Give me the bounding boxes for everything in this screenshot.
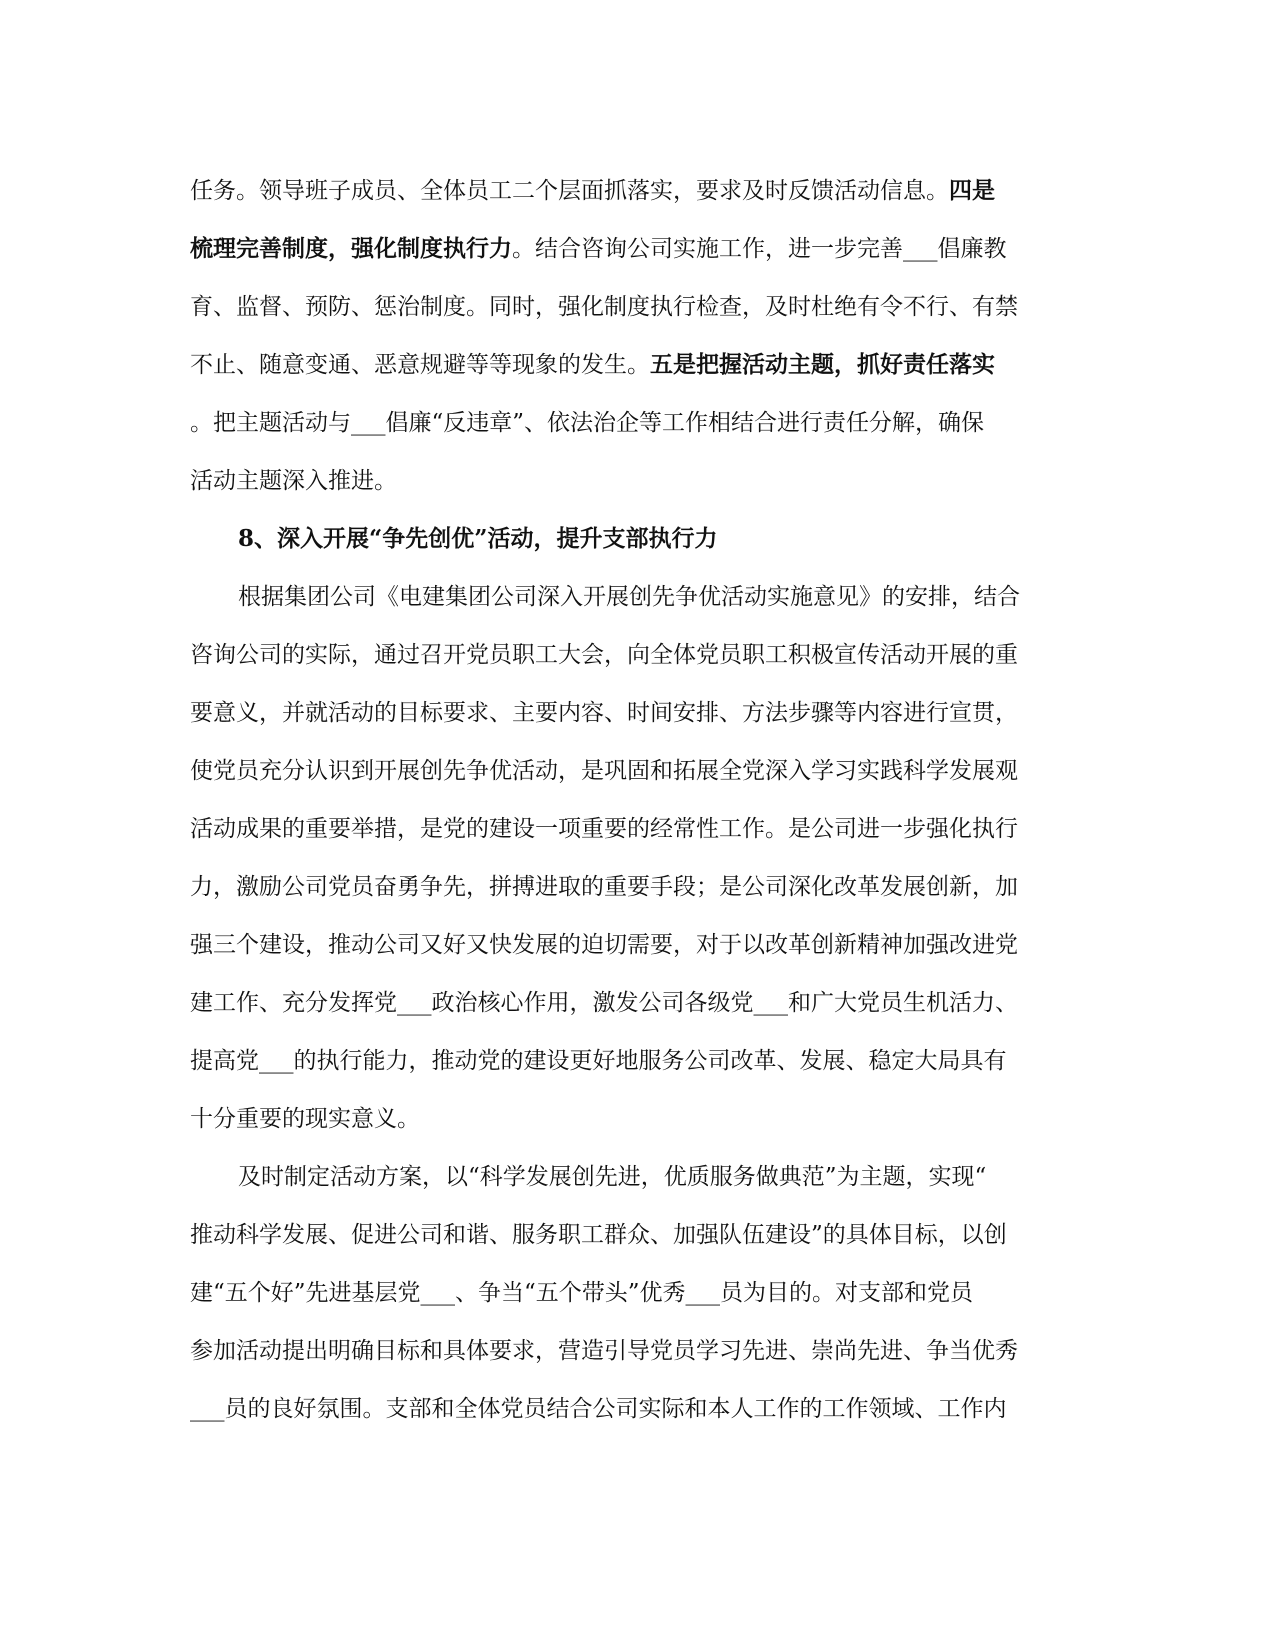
text-line: 推动科学发展、促进公司和谐、服务职工群众、加强队伍建设”的具体目标，以创 bbox=[190, 1222, 1007, 1248]
text-line: 。把主题活动与___倡廉“反违章”、依法治企等工作相结合进行责任分解，确保 bbox=[190, 410, 985, 436]
text-line: 活动主题深入推进。 bbox=[190, 468, 397, 494]
text-line: 建工作、充分发挥党___政治核心作用，激发公司各级党___和广大党员生机活力、 bbox=[190, 990, 1018, 1016]
paragraph-1 bbox=[190, 162, 1095, 510]
text-line: 活动成果的重要举措，是党的建设一项重要的经常性工作。是公司进一步强化执行 bbox=[190, 816, 1018, 842]
text-line: ___员的良好氛围。支部和全体党员结合公司实际和本人工作的工作领域、工作内 bbox=[190, 1396, 1007, 1422]
section-heading: 8、深入开展“争先创优”活动，提升支部执行力 bbox=[238, 525, 718, 552]
text-line: 强三个建设，推动公司又好又快发展的迫切需要，对于以改革创新精神加强改进党 bbox=[190, 932, 1018, 958]
text-line: 要意义，并就活动的目标要求、主要内容、时间安排、方法步骤等内容进行宣贯， bbox=[190, 700, 1018, 726]
text-line: 建“五个好”先进基层党___、争当“五个带头”优秀___员为目的。对支部和党员 bbox=[190, 1280, 974, 1306]
bold-text-run: 五是把握活动主题，抓好责任落实 bbox=[650, 351, 995, 378]
text-line: 力，激励公司党员奋勇争先，拼搏进取的重要手段；是公司深化改革发展创新，加 bbox=[190, 874, 1018, 900]
text-line: 及时制定活动方案，以“科学发展创先进，优质服务做典范”为主题，实现“ bbox=[238, 1164, 987, 1190]
bold-text-run: 四是 bbox=[949, 177, 995, 204]
text-line: 咨询公司的实际，通过召开党员职工大会，向全体党员职工积极宣传活动开展的重 bbox=[190, 642, 1018, 668]
text-line: 提高党___的执行能力，推动党的建设更好地服务公司改革、发展、稳定大局具有 bbox=[190, 1048, 1007, 1074]
text-run: 任务。领导班子成员、全体员工二个层面抓落实，要求及时反馈活动信息。 bbox=[190, 178, 949, 204]
text-run: 不止、随意变通、恶意规避等等现象的发生。 bbox=[190, 352, 650, 378]
paragraph-2 bbox=[190, 568, 1095, 1148]
text-line bbox=[190, 162, 1095, 220]
text-line: 参加活动提出明确目标和具体要求，营造引导党员学习先进、崇尚先进、争当优秀 bbox=[190, 1338, 1018, 1364]
paragraph-3 bbox=[190, 1148, 1095, 1438]
text-line: 十分重要的现实意义。 bbox=[190, 1106, 420, 1132]
text-line: 使党员充分认识到开展创先争优活动，是巩固和拓展全党深入学习实践科学发展观 bbox=[190, 758, 1018, 784]
bold-text-run: 梳理完善制度，强化制度执行力 bbox=[190, 235, 512, 262]
text-run: 。结合咨询公司实施工作，进一步完善___倡廉教 bbox=[512, 236, 1007, 262]
text-line bbox=[190, 220, 1095, 278]
text-line: 根据集团公司《电建集团公司深入开展创先争优活动实施意见》的安排，结合 bbox=[238, 584, 1020, 610]
text-line bbox=[190, 336, 1095, 394]
document-body bbox=[190, 162, 1095, 1438]
text-line: 育、监督、预防、惩治制度。同时，强化制度执行检查，及时杜绝有令不行、有禁 bbox=[190, 294, 1018, 320]
